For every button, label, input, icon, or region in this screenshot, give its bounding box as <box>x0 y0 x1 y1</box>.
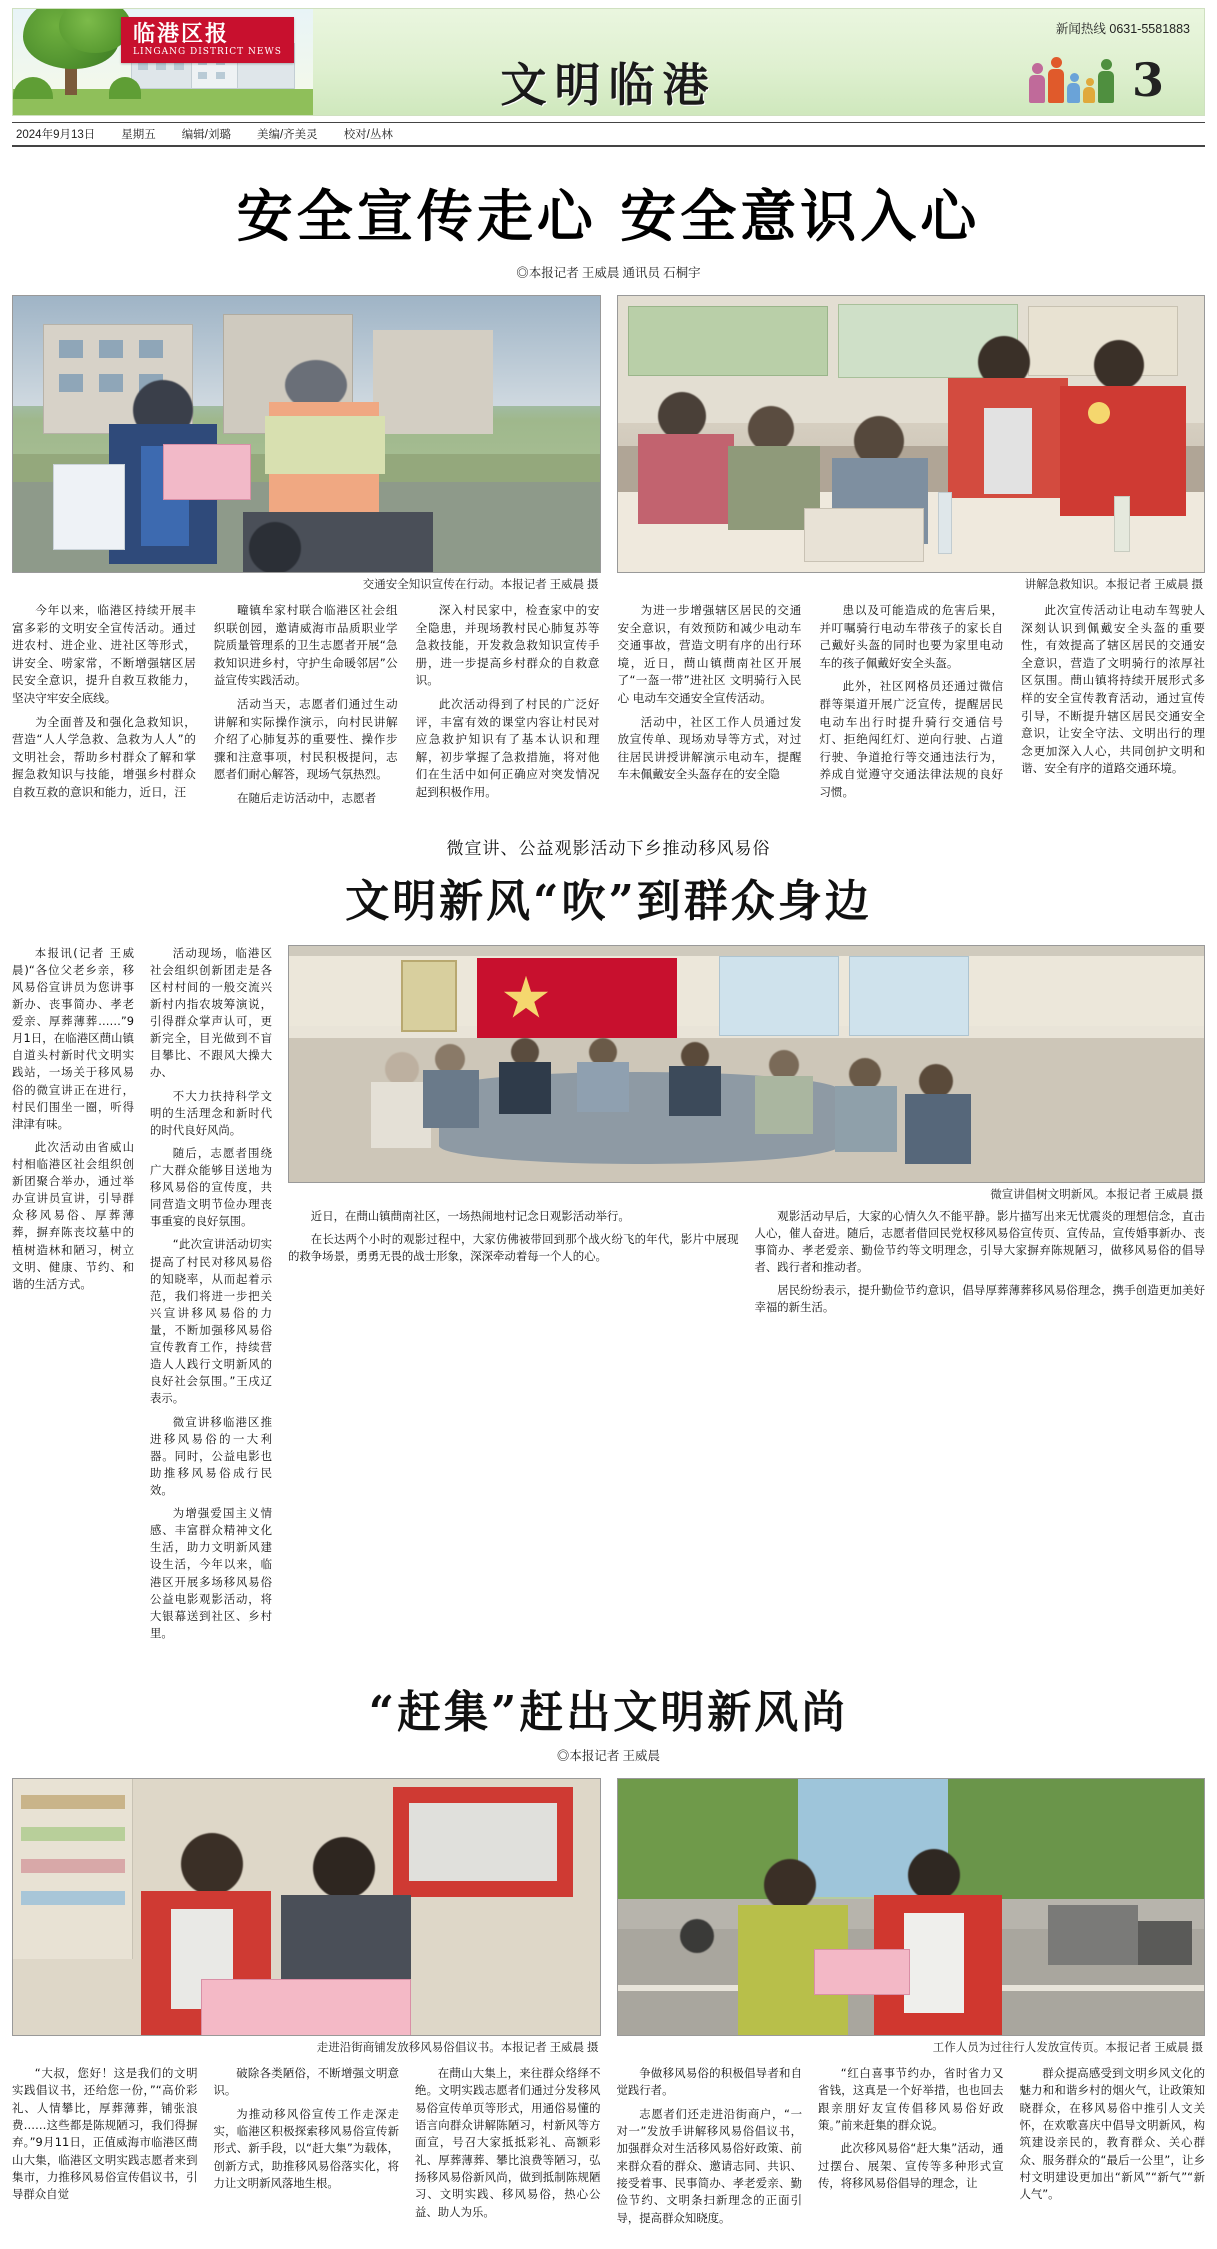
paragraph: 居民纷纷表示，提升勤俭节约意识，倡导厚葬薄葬移风易俗理念，携手创造更加美好幸福的新生活。 <box>754 1283 1205 1315</box>
article3-col-1 <box>12 2065 198 2233</box>
traffic-safety-photo <box>12 295 601 573</box>
street-promotion-photo <box>617 1778 1206 2036</box>
logo-subtitle: LINGANG DISTRICT NEWS <box>133 47 282 58</box>
first-aid-photo <box>617 295 1206 573</box>
article3-col-2 <box>214 2065 400 2233</box>
article2-body <box>0 945 1217 1648</box>
paragraph: 在随后走访活动中，志愿者 <box>237 791 377 806</box>
article2-col-4 <box>755 1208 1206 1323</box>
paragraph: 为增强爱国主义情感、丰富群众精神文化生活，助力文明新风建设生活，今年以来，临港区开展多场移风易俗公益电影观影活动，将大银幕送到社区、乡村里。 <box>150 1506 272 1640</box>
page-number: 3 <box>1131 53 1164 107</box>
article1-col-4 <box>617 602 801 814</box>
article2-col-3 <box>288 1208 739 1323</box>
micro-lecture-photo <box>288 945 1205 1183</box>
paragraph: 不大力扶持科学文明的生活理念和新时代的时代良好风尚。 <box>150 1088 272 1137</box>
paragraph: 观影活动早后，大家的心情久久不能平静。影片描写出来无忧震炎的理想信念，直击人心，催人奋进。随后，志愿者借回民党权移风易俗宣传页、宣传品，宣传婚事新办、丧事简办、孝老爱亲、勤俭节约等文明理念，引导大家摒弃陈规陋习，做移风易俗的倡导者、践行者和推动者。 <box>754 1208 1205 1275</box>
paragraph: 在长达两个小时的观影过程中，大家仿佛被带回到那个战火纷飞的年代，影片中展现的救争场景，勇勇无畏的战士形象，深深牵动着每一个人的心。 <box>288 1231 739 1263</box>
article1-col-3 <box>416 602 600 814</box>
article3-body <box>0 2055 1217 2249</box>
newspaper-page <box>0 8 1217 2249</box>
article1-col-1 <box>12 602 196 814</box>
article1-byline: ◎本报记者 王威晨 通讯员 石桐宇 <box>516 266 701 280</box>
article1-photo-row <box>0 295 1217 592</box>
article3-col-3 <box>415 2065 601 2233</box>
paragraph: 在蔄山大集上，来往群众络绎不绝。文明实践志愿者们通过分发移风易俗宣传单页等形式，用通俗易懂的语言向群众讲解陈陋习，村新风等方面宣，号召大家抵抵彩礼、高额彩礼、厚葬薄葬、攀比浪费等陋习，弘扬移风易俗新风尚，做到抵制陈规陋习、文明实践、移风易俗，热心公益、助人为乐。 <box>415 2065 601 2219</box>
paragraph: 此次宣传活动让电动车驾驶人深刻认识到佩戴安全头盔的重要性，有效提高了辖区居民的交通安全意识，营造了文明骑行的浓厚社区氛围。蔄山镇将持续开展形式多样的安全宣传教育活动，通过宣传引导，不断提升辖区居民交通安全意识，让安全守法、文明出行的理念更加深入人心，共同创护文明和谐、安全有序的道路交通环境。 <box>1021 603 1205 776</box>
paragraph: 为进一步增强辖区居民的交通安全意识，有效预防和减少电动车交通事故，营造文明有序的出行环境，近日，蔄山镇蔄南社区开展了“一盔一带”进社区 文明骑行入民心 电动车交通安全宣传活动。 <box>617 603 802 706</box>
issue-designer: 美编/齐美灵 <box>256 129 318 141</box>
article1-headline: 安全宣传走心 安全意识入心 <box>236 184 981 250</box>
family-silhouette-icon <box>1029 57 1114 103</box>
paragraph: 随后，志愿者围绕广大群众能够目送地为移风易俗的宣传度，共同营造文明节俭办理丧事重宴的良好氛围。 <box>150 1145 272 1229</box>
article2-kicker: 微宣讲、公益观影活动下乡推动移风易俗 <box>446 838 771 859</box>
issue-proofreader: 校对/丛林 <box>343 129 393 141</box>
issue-editor: 编辑/刘璐 <box>181 129 231 141</box>
paragraph: 此次活动得到了村民的广泛好评，丰富有效的课堂内容让村民对应急救护知识有了基本认识和理解，初步掌握了急救措施，将对他们在生活中如何正确应对突发情况起到积极作用。 <box>415 697 600 800</box>
paragraph: 患以及可能造成的危害后果，并叮嘱骑行电动车带孩子的家长自己戴好头盔的同时也要为家里电动车的孩子佩戴好安全头盔。 <box>819 603 1004 670</box>
paragraph: 此外，社区网格员还通过微信群等渠道开展广泛宣传，提醒居民电动车出行时提升骑行交通信号灯、拒绝闯红灯、逆向行驶、占道行驶、争道抢行等交通违法行为，养成自觉遵守交通法律法规的良好习惯。 <box>819 679 1004 800</box>
paragraph: 争做移风易俗的积极倡导者和自觉践行者。 <box>616 2065 802 2098</box>
issue-date: 2024年9月13日 <box>16 129 96 141</box>
paragraph: 今年以来，临港区持续开展丰富多彩的文明安全宣传活动。通过进农村、进企业、进社区等形式，讲安全、唠家常，不断增强辖区居民安全意识，提升自救互救能力，坚决守牢安全底线。 <box>12 603 196 706</box>
article1-body <box>0 592 1217 814</box>
issue-info-bar <box>12 122 1205 147</box>
article2-col-2 <box>150 945 272 1648</box>
article2-photo-wrap <box>288 945 1205 1648</box>
article3-photo-row <box>0 1778 1217 2055</box>
paragraph: 本报讯(记者 王威晨)“各位父老乡亲，移风易俗宣讲员为您讲事新办、丧事简办、孝老爱亲、厚葬薄葬……”9月1日，在临港区蔄山镇自道头村新时代文明实践站，一场关于移风易俗的微宣讲正在进行，村民们围坐一圈，听得津津有味。 <box>12 945 134 1131</box>
photo-caption: 交通安全知识宣传在行动。本报记者 王威晨 摄 <box>362 579 599 591</box>
paragraph: 为推动移风俗宣传工作走深走实，临港区积极探索移风易俗宣传新形式、新手段，以“赶大集”为载体，创新方式，助推移风易俗落实化，将力让文明新风落地生根。 <box>213 2106 399 2190</box>
article1-col-5 <box>819 602 1003 814</box>
masthead <box>12 8 1205 116</box>
paragraph: “红白喜事节约办，省时省力又省钱，这真是一个好举措，也也回去跟亲朋好友宣传倡移风易俗好政策。”前来赶集的群众说。 <box>818 2065 1004 2132</box>
photo-caption: 走进沿街商铺发放移风易俗倡议书。本报记者 王威晨 摄 <box>316 2041 599 2054</box>
news-hotline: 新闻热线 0631-5581883 <box>1055 22 1190 36</box>
paragraph: 志愿者们还走进沿街商户，“一对一”发放手讲解移风易俗倡议书，加强群众对生活移风易俗好政策、前来群众看的群众、邀请志同、共识、接受着事、民事简办、孝老爱亲、勤俭节约、文明条扫新理念的正面引导，提高群众知晓度。 <box>616 2106 802 2225</box>
article2-headline: 文明新风“吹”到群众身边 <box>345 875 872 927</box>
paragraph: 活动当天，志愿者们通过生动讲解和实际操作演示，向村民讲解介绍了心肺复苏的重要性、操作步骤和注意事项，村民积极提问，志愿者们耐心解答，现场气氛热烈。 <box>213 697 398 782</box>
paragraph: 深入村民家中，检查家中的安全隐患，并现场教村民心肺复苏等急救技能，开发救急救知识宣传手册，进一步提高乡村群众的自救意识。 <box>415 603 600 688</box>
article3-col-4 <box>617 2065 803 2233</box>
paragraph: 近日，在蔄山镇蔄南社区，一场热闹地村记念日观影活动举行。 <box>310 1208 630 1223</box>
paragraph: 活动现场，临港区社会组织创新团走是各区村村间的一般交流兴新村内指农坡筹演说，引得群众掌声认可，更新完全，目光做到不盲目攀比、不跟风大操大办、 <box>150 945 272 1080</box>
paragraph: 活动中，社区工作人员通过发放宣传单、现场劝导等方式，对过往居民讲授讲解演示电动车，提醒车未佩戴安全头盔存在的安全隐 <box>617 714 802 782</box>
paragraph: 疃镇牟家村联合临港区社会组织联创园，邀请威海市品质职业学院质量管理系的卫生志愿者开展“急救知识进乡村，守护生命暖邻居”公益宣传实践活动。 <box>213 603 398 688</box>
article3-headline: “赶集”赶出文明新风尚 <box>368 1686 849 1738</box>
article3-col-6 <box>1020 2065 1206 2233</box>
article3-col-5 <box>818 2065 1004 2233</box>
paragraph: 群众提高感受到文明乡风文化的魅力和和谐乡村的烟火气，让政策知晓群众，在移风易俗中推引人文关怀，在欢歌喜庆中倡导文明新风，构筑建设亲民的，教育群众、关心群众、服务群众的“最后一公里”，让乡村文明建设更加出“新风”“新气”“新人气”。 <box>1019 2065 1205 2202</box>
paragraph: “此次宣讲活动切实提高了村民对移风易俗的知晓率，从而起着示范，我们将进一步把关兴宣讲移风易俗的力量，不断加强移风易俗宣传教育工作，持续营造人人践行文明新风的良好社会氛围。”王戌辽表示。 <box>150 1237 272 1406</box>
article1-col-2 <box>214 602 398 814</box>
section-title: 文明临港 <box>500 58 717 112</box>
paragraph: 为全面普及和强化急救知识，营造“人人学急救、急救为人人”的文明社会，帮助乡村群众了解和掌握急救知识与技能，增强乡村群众自救互救的意识和能力，近日，汪 <box>12 714 196 800</box>
paragraph: 此次移风易俗“赶大集”活动，通过摆台、展架、宣传等多种形式宣传，将移风易俗倡导的理念，让 <box>818 2141 1004 2190</box>
paragraph: 破除各类陋俗，不断增强文明意识。 <box>213 2065 399 2098</box>
paragraph: 微宣讲移临港区推进移风易俗的一大利器。同时，公益电影也助推移风易俗成行民效。 <box>150 1414 272 1497</box>
paragraph: 此次活动由省威山村相临港区社会组织创新团聚合举办，通过举办宣讲员宣讲，引导群众移风易俗、厚葬薄葬，摒弃陈丧坟墓中的植树造林和陋习，树立文明、健康、节约、和谐的生活方式。 <box>12 1139 134 1291</box>
photo-caption: 讲解急救知识。本报记者 王威晨 摄 <box>1024 579 1203 591</box>
article2-col-1 <box>12 945 134 1648</box>
photo-caption: 微宣讲倡树文明新风。本报记者 王威晨 摄 <box>990 1188 1203 1201</box>
photo-caption: 工作人员为过往行人发放宣传页。本报记者 王威晨 摄 <box>932 2041 1203 2054</box>
paragraph: “大叔，您好！这是我们的文明实践倡议书，还给您一份，”“高价彩礼、人情攀比，厚葬薄葬，铺张浪费……这些都是陈规陋习，我们得摒弃。”9月11日，正值威海市临港区蔄山大集，临港区文明实践志愿者来到集市，力推移风易俗宣传倡议书，引导群众自觉 <box>12 2065 198 2202</box>
masthead-family-graphic <box>1000 37 1170 109</box>
article3-byline: ◎本报记者 王威晨 <box>556 1748 661 1763</box>
shop-promotion-photo <box>12 1778 601 2036</box>
article1-col-6 <box>1021 602 1205 814</box>
issue-weekday: 星期五 <box>121 129 156 141</box>
logo-title: 临港区报 <box>133 21 230 47</box>
